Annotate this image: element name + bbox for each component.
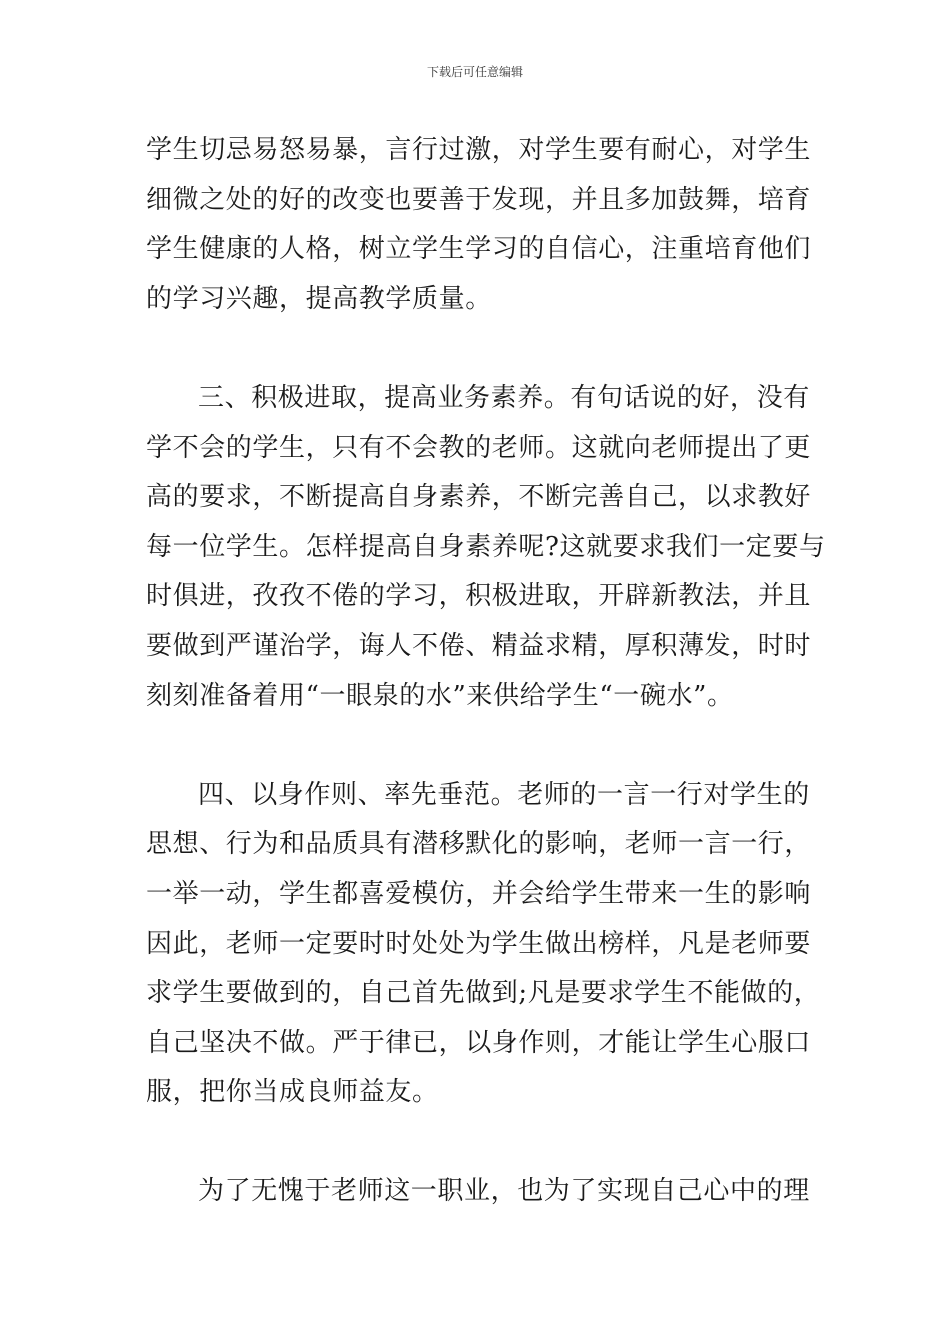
text-line: 为了无愧于老师这一职业，也为了实现自己心中的理 [198,1176,810,1207]
text-line: 时俱进，孜孜不倦的学习，积极进取，开辟新教法，并且 [146,581,812,612]
paragraph-gap [146,721,806,771]
text-line: 自己坚决不做。严于律已，以身作则，才能让学生心服口 [146,1027,812,1058]
paragraph-gap [146,324,806,374]
text-line: 一举一动，学生都喜爱模仿，并会给学生带来一生的影响 [146,878,812,909]
text-line: 因此，老师一定要时时处处为学生做出榜样，凡是老师要 [146,928,812,959]
paragraph-patience [146,126,812,324]
page-header: 下载后可任意编辑 [426,65,523,79]
text-line: 求学生要做到的，自己首先做到;凡是要求学生不能做的， [146,978,821,1009]
text-line: 三、积极进取，提高业务素养。有句话说的好，没有 [198,382,810,413]
text-line: 四、以身作则、率先垂范。老师的一言一行对学生的 [198,779,810,810]
text-line: 服，把你当成良师益友。 [146,1077,439,1108]
text-line: 细微之处的好的改变也要善于发现，并且多加鼓舞，培育 [146,184,812,215]
text-line: 每一位学生。怎样提高自身素养呢?这就要求我们一定要与 [146,531,826,562]
text-line: 思想、行为和品质具有潜移默化的影响，老师一言一行， [146,829,812,860]
text-line: 学生切忌易怒易暴，言行过激，对学生要有耐心，对学生 [146,135,812,165]
text-line: 刻刻准备着用“一眼泉的水”来供给学生“一碗水”。 [146,680,734,711]
text-line: 的学习兴趣，提高教学质量。 [146,283,492,314]
text-line: 高的要求，不断提高自身素养，不断完善自己，以求教好 [146,482,812,513]
paragraph-section-three [146,374,826,721]
document-body [146,126,826,1217]
text-line: 学生健康的人格，树立学生学习的自信心，注重培育他们 [146,234,812,265]
paragraph-gap [146,1118,806,1168]
paragraph-section-four [146,771,821,1118]
paragraph-closing [146,1167,810,1217]
text-line: 要做到严谨治学，诲人不倦、精益求精，厚积薄发，时时 [146,630,812,661]
text-line: 学不会的学生，只有不会教的老师。这就向老师提出了更 [146,432,812,463]
